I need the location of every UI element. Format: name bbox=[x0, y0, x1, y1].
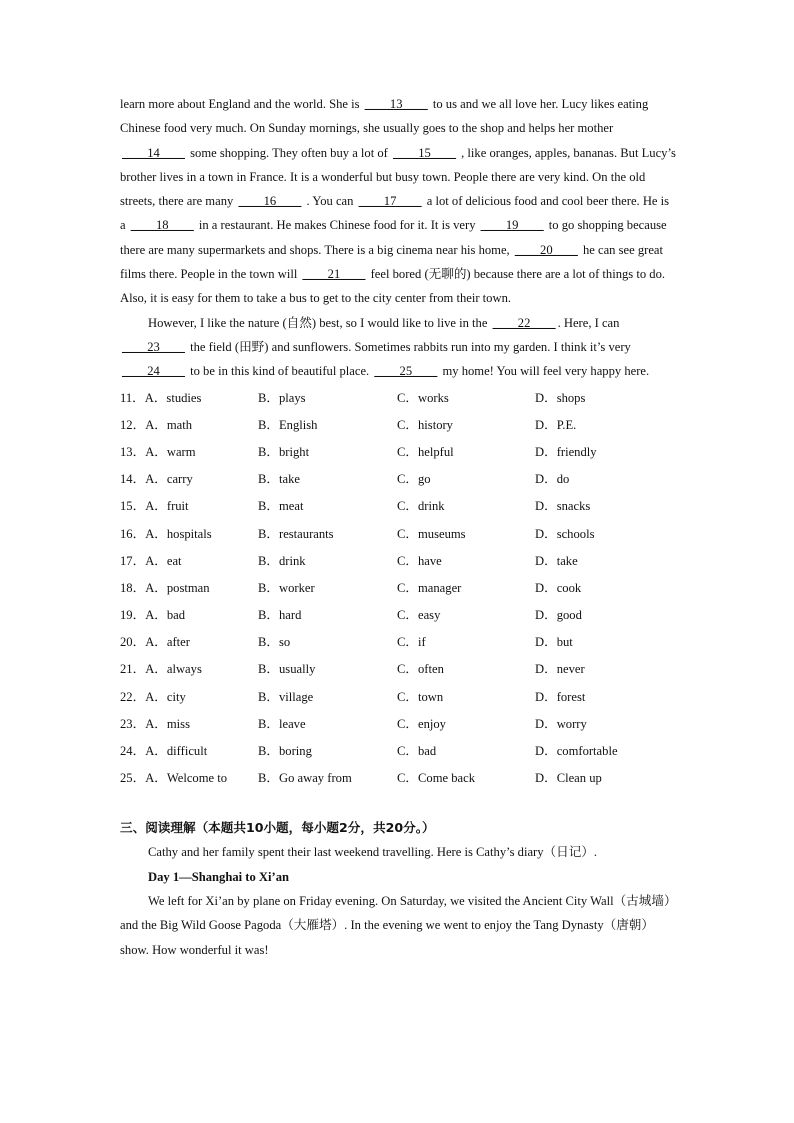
answer-blank[interactable]: ____13____ bbox=[364, 97, 428, 111]
passage-text: However, I like the nature (自然) best, so I would like to live in the bbox=[148, 315, 491, 330]
question-number: 22． bbox=[120, 689, 146, 704]
option-c[interactable]: C．bad bbox=[397, 744, 437, 758]
answer-blank[interactable]: ____22____ bbox=[492, 315, 556, 330]
option-c[interactable]: C．works bbox=[397, 390, 449, 405]
answer-blank[interactable]: ____25____ bbox=[374, 364, 438, 379]
passage-text: to be in this kind of beautiful place. bbox=[186, 364, 373, 379]
question-row bbox=[120, 385, 676, 412]
option-d[interactable]: D．Clean up bbox=[535, 771, 602, 786]
answer-blank[interactable]: ____24____ bbox=[122, 364, 185, 379]
question-row bbox=[120, 656, 676, 683]
question-number: 16． bbox=[120, 526, 146, 541]
reading-intro: Cathy and her family spent their last weekend travelling. Here is Cathy’s diary（日记）. bbox=[148, 845, 598, 860]
question-row bbox=[120, 738, 676, 765]
option-b[interactable]: B．Go away from bbox=[258, 771, 352, 786]
option-a[interactable]: A．miss bbox=[145, 716, 190, 731]
question-row bbox=[120, 439, 676, 466]
option-c[interactable]: C．often bbox=[397, 662, 444, 677]
passage-text: he can see great films there. People in the town will bbox=[120, 242, 664, 282]
question-row bbox=[120, 466, 676, 493]
passage-text: a lot of delicious food and cool beer there. He is a bbox=[120, 194, 670, 233]
option-b[interactable]: B．plays bbox=[258, 390, 306, 405]
question-number: 11． bbox=[120, 390, 145, 405]
option-c[interactable]: C．Come back bbox=[397, 771, 475, 786]
option-a[interactable]: A．hospitals bbox=[145, 526, 212, 541]
passage-text: in a restaurant. He makes Chinese food for it. It is very bbox=[195, 218, 479, 233]
option-d[interactable]: D．comfortable bbox=[535, 744, 618, 758]
option-d[interactable]: D．P.E. bbox=[535, 417, 577, 432]
question-number: 23． bbox=[120, 716, 146, 731]
option-c[interactable]: C．helpful bbox=[397, 444, 454, 459]
answer-blank[interactable]: ____16____ bbox=[238, 194, 302, 209]
option-a[interactable]: A．postman bbox=[145, 580, 210, 595]
passage-text: feel bored (无聊的) because there are a lot of things to do. Also, it is easy for them to take a bus to get to the city center from their town. bbox=[120, 267, 666, 306]
option-cell-a bbox=[120, 684, 186, 711]
option-d[interactable]: D．worry bbox=[535, 716, 587, 731]
option-d[interactable]: D．take bbox=[535, 553, 578, 568]
option-cell-a bbox=[120, 548, 182, 575]
diary-day-title: Day 1—Shanghai to Xi’an bbox=[148, 869, 290, 884]
option-b[interactable]: B．bright bbox=[258, 444, 310, 459]
passage-text: learn more about England and the world. She is bbox=[120, 97, 363, 111]
option-c[interactable]: C．history bbox=[397, 417, 453, 432]
question-number: 17． bbox=[120, 553, 146, 568]
question-number: 14． bbox=[120, 472, 146, 487]
question-number: 13． bbox=[120, 444, 146, 459]
question-number: 15． bbox=[120, 499, 146, 514]
option-c[interactable]: C．drink bbox=[397, 499, 445, 514]
answer-blank[interactable]: ____17____ bbox=[358, 194, 422, 209]
option-cell-a bbox=[120, 466, 193, 493]
option-d[interactable]: D．never bbox=[535, 662, 585, 677]
option-d[interactable]: D．good bbox=[535, 608, 582, 623]
option-b[interactable]: B．restaurants bbox=[258, 526, 334, 541]
question-row bbox=[120, 548, 676, 575]
option-cell-a bbox=[120, 602, 185, 629]
question-row bbox=[120, 765, 676, 792]
question-row bbox=[120, 412, 676, 439]
option-d[interactable]: D．but bbox=[535, 635, 573, 650]
option-b[interactable]: B．usually bbox=[258, 662, 316, 677]
option-cell-a bbox=[120, 711, 190, 738]
option-b[interactable]: B．so bbox=[258, 635, 291, 650]
passage-text: my home! You will feel very happy here. bbox=[439, 364, 650, 379]
option-b[interactable]: B．boring bbox=[258, 744, 312, 758]
option-d[interactable]: D．do bbox=[535, 472, 570, 487]
option-c[interactable]: C．museums bbox=[397, 526, 466, 541]
option-cell-a bbox=[120, 656, 202, 683]
question-number: 19． bbox=[120, 608, 146, 623]
question-number: 25． bbox=[120, 771, 146, 786]
passage-text: the field (田野) and sunflowers. Sometimes rabbits run into my garden. I think it’s very bbox=[186, 339, 631, 354]
option-d[interactable]: D．shops bbox=[535, 390, 586, 405]
option-a[interactable]: A．math bbox=[145, 417, 193, 432]
option-c[interactable]: C．go bbox=[397, 472, 431, 487]
option-c[interactable]: C．enjoy bbox=[397, 716, 446, 731]
option-cell-a bbox=[120, 412, 192, 439]
option-a[interactable]: A．always bbox=[145, 662, 202, 677]
passage-text: to go shopping because there are many supermarkets and shops. There is a big cinema near his home, bbox=[120, 218, 667, 257]
answer-blank[interactable]: ____14____ bbox=[122, 145, 185, 160]
option-c[interactable]: C．if bbox=[397, 635, 426, 650]
option-b[interactable]: B．worker bbox=[258, 580, 315, 595]
passage-text: . You can bbox=[303, 194, 357, 209]
question-number: 18． bbox=[120, 580, 146, 595]
option-cell-a bbox=[120, 765, 227, 792]
question-options-list bbox=[120, 385, 676, 793]
question-row bbox=[120, 629, 676, 656]
question-row bbox=[120, 602, 676, 629]
option-b[interactable]: B．leave bbox=[258, 716, 306, 731]
option-b[interactable]: B．hard bbox=[258, 608, 302, 623]
answer-blank[interactable]: ____15____ bbox=[393, 145, 456, 160]
question-number: 24． bbox=[120, 744, 146, 758]
question-row bbox=[120, 711, 676, 738]
answer-blank[interactable]: ____23____ bbox=[122, 339, 185, 354]
option-d[interactable]: D．snacks bbox=[535, 499, 591, 514]
question-number: 12． bbox=[120, 417, 146, 432]
answer-blank[interactable]: ____21____ bbox=[302, 267, 366, 282]
option-a[interactable]: A．studies bbox=[144, 390, 202, 405]
question-row bbox=[120, 684, 676, 711]
answer-blank[interactable]: ____19____ bbox=[480, 218, 544, 233]
option-a[interactable]: A．Welcome to bbox=[145, 771, 228, 786]
question-row bbox=[120, 521, 676, 548]
option-c[interactable]: C．easy bbox=[397, 608, 441, 623]
option-cell-a bbox=[120, 738, 207, 765]
passage-text: to us and we all love her. Lucy likes eating Chinese food very much. On Sunday mornings, she usually goes to the shop and helps her mother bbox=[120, 97, 649, 136]
option-c[interactable]: C．manager bbox=[397, 580, 462, 595]
answer-blank[interactable]: ____20____ bbox=[514, 242, 578, 257]
option-b[interactable]: B．drink bbox=[258, 553, 306, 568]
option-d[interactable]: D．friendly bbox=[535, 444, 597, 459]
option-b[interactable]: B．English bbox=[258, 417, 318, 432]
answer-blank[interactable]: ____18____ bbox=[130, 218, 194, 233]
option-d[interactable]: D．schools bbox=[535, 526, 595, 541]
option-cell-a bbox=[120, 629, 190, 656]
option-a[interactable]: A．warm bbox=[145, 444, 196, 459]
option-cell-a bbox=[120, 521, 212, 548]
option-a[interactable]: A．difficult bbox=[145, 744, 208, 758]
option-c[interactable]: C．have bbox=[397, 553, 442, 568]
passage-paragraph-1 bbox=[120, 92, 676, 311]
option-c[interactable]: C．town bbox=[397, 689, 444, 704]
diary-day-text: We left for Xi’an by plane on Friday evening. On Saturday, we visited the Ancient City Wall（古城墙）and the Big Wild Goose Pagoda（大雁塔）. In the evening we went to enjoy the Tang Dynasty（唐朝）show. How wonderful it was! bbox=[120, 893, 671, 957]
question-row bbox=[120, 575, 676, 602]
option-a[interactable]: A．fruit bbox=[145, 499, 189, 514]
option-cell-a bbox=[120, 439, 196, 466]
option-a[interactable]: A．city bbox=[145, 689, 186, 704]
exam-page bbox=[120, 92, 676, 962]
option-a[interactable]: A．carry bbox=[145, 472, 193, 487]
passage-text: , like oranges, apples, bananas. But Lucy’s brother lives in a town in France. It is a wonderful but busy town. People there are very kind. On the old streets, there are many bbox=[120, 145, 676, 209]
option-d[interactable]: D．forest bbox=[535, 689, 586, 704]
option-b[interactable]: B．village bbox=[258, 689, 314, 704]
question-number: 20． bbox=[120, 635, 146, 650]
option-d[interactable]: D．cook bbox=[535, 580, 582, 595]
question-row bbox=[120, 493, 676, 520]
question-number: 21． bbox=[120, 662, 146, 677]
option-b[interactable]: B．meat bbox=[258, 499, 304, 514]
passage-paragraph-2 bbox=[120, 311, 676, 384]
option-cell-a bbox=[120, 575, 210, 602]
passage-text: . Here, I can bbox=[557, 315, 620, 330]
option-a[interactable]: A．after bbox=[145, 635, 190, 650]
option-a[interactable]: A．bad bbox=[145, 608, 186, 623]
option-b[interactable]: B．take bbox=[258, 472, 300, 487]
option-cell-a bbox=[120, 493, 189, 520]
passage-text: some shopping. They often buy a lot of bbox=[186, 145, 392, 160]
option-a[interactable]: A．eat bbox=[145, 553, 182, 568]
option-cell-a bbox=[120, 385, 201, 412]
section-heading: 三、阅读理解（本题共10小题，每小题2分，共20分。） bbox=[120, 820, 435, 836]
